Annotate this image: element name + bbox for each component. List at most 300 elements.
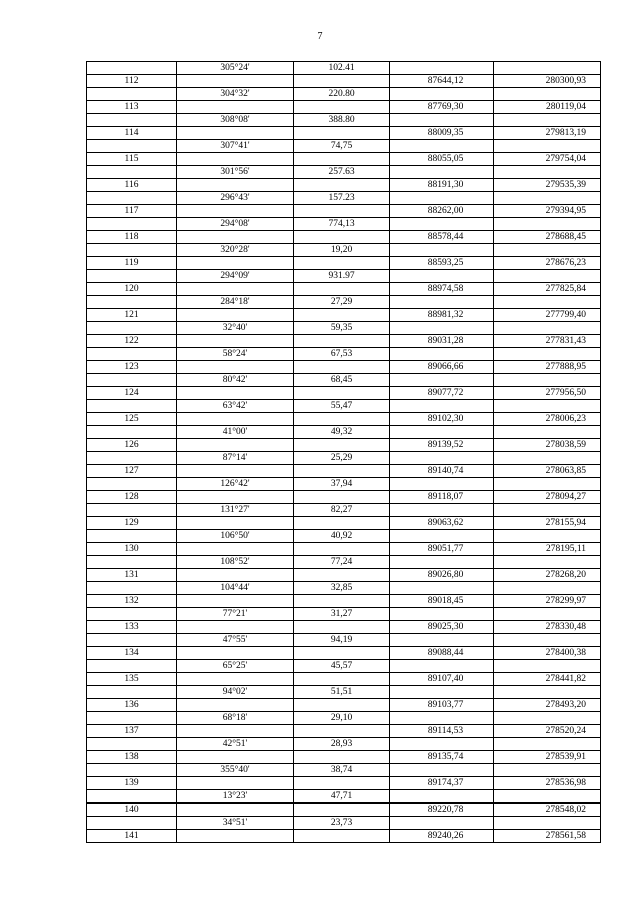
x-coordinate-cell: 89174,37 <box>390 777 494 790</box>
empty-cell <box>390 790 494 804</box>
point-number-cell: 128 <box>87 491 177 504</box>
point-row <box>87 335 601 348</box>
empty-cell <box>390 452 494 465</box>
empty-cell <box>177 439 294 452</box>
point-row <box>87 595 601 608</box>
point-number-cell: 119 <box>87 257 177 270</box>
point-number-cell: 138 <box>87 751 177 764</box>
segment-row <box>87 426 601 439</box>
direction-angle-cell: 304°32' <box>177 88 294 101</box>
empty-cell <box>390 400 494 413</box>
empty-cell <box>294 75 390 88</box>
x-coordinate-cell: 87769,30 <box>390 101 494 114</box>
empty-cell <box>390 88 494 101</box>
point-number-cell: 134 <box>87 647 177 660</box>
empty-cell <box>87 140 177 153</box>
point-number-cell: 132 <box>87 595 177 608</box>
empty-cell <box>494 738 601 751</box>
y-coordinate-cell: 278493,20 <box>494 699 601 712</box>
point-row <box>87 153 601 166</box>
y-coordinate-cell: 278299,97 <box>494 595 601 608</box>
y-coordinate-cell: 278536,98 <box>494 777 601 790</box>
x-coordinate-cell: 89139,52 <box>390 439 494 452</box>
empty-cell <box>390 634 494 647</box>
segment-row <box>87 88 601 101</box>
point-row <box>87 777 601 790</box>
empty-cell <box>177 777 294 790</box>
point-row <box>87 413 601 426</box>
x-coordinate-cell: 89220,78 <box>390 803 494 817</box>
length-cell: 47,71 <box>294 790 390 804</box>
point-number-cell: 139 <box>87 777 177 790</box>
point-number-cell: 125 <box>87 413 177 426</box>
direction-angle-cell: 42°51' <box>177 738 294 751</box>
empty-cell <box>494 322 601 335</box>
point-number-cell: 137 <box>87 725 177 738</box>
empty-cell <box>177 517 294 530</box>
segment-row <box>87 764 601 777</box>
y-coordinate-cell: 278268,20 <box>494 569 601 582</box>
y-coordinate-cell: 278561,58 <box>494 830 601 843</box>
empty-cell <box>294 257 390 270</box>
empty-cell <box>294 803 390 817</box>
empty-cell <box>390 817 494 830</box>
empty-cell <box>87 764 177 777</box>
y-coordinate-cell: 278038,59 <box>494 439 601 452</box>
length-cell: 257.63 <box>294 166 390 179</box>
length-cell: 59,35 <box>294 322 390 335</box>
empty-cell <box>177 803 294 817</box>
y-coordinate-cell: 280119,04 <box>494 101 601 114</box>
empty-cell <box>494 140 601 153</box>
y-coordinate-cell: 278006,23 <box>494 413 601 426</box>
segment-row <box>87 790 601 804</box>
empty-cell <box>494 114 601 127</box>
empty-cell <box>294 127 390 140</box>
empty-cell <box>390 426 494 439</box>
length-cell: 102.41 <box>294 62 390 75</box>
length-cell: 157.23 <box>294 192 390 205</box>
point-row <box>87 673 601 686</box>
empty-cell <box>494 452 601 465</box>
direction-angle-cell: 34°51' <box>177 817 294 830</box>
point-number-cell: 130 <box>87 543 177 556</box>
point-row <box>87 751 601 764</box>
y-coordinate-cell: 278195,11 <box>494 543 601 556</box>
length-cell: 82,27 <box>294 504 390 517</box>
segment-row <box>87 270 601 283</box>
empty-cell <box>494 764 601 777</box>
direction-angle-cell: 63°42' <box>177 400 294 413</box>
y-coordinate-cell: 279813,19 <box>494 127 601 140</box>
direction-angle-cell: 294°08' <box>177 218 294 231</box>
y-coordinate-cell: 278330,48 <box>494 621 601 634</box>
empty-cell <box>494 660 601 673</box>
empty-cell <box>87 686 177 699</box>
empty-cell <box>294 153 390 166</box>
point-number-cell: 115 <box>87 153 177 166</box>
direction-angle-cell: 80°42' <box>177 374 294 387</box>
point-number-cell: 121 <box>87 309 177 322</box>
empty-cell <box>390 764 494 777</box>
point-number-cell: 114 <box>87 127 177 140</box>
empty-cell <box>87 62 177 75</box>
point-row <box>87 543 601 556</box>
x-coordinate-cell: 89066,66 <box>390 361 494 374</box>
empty-cell <box>87 504 177 517</box>
segment-row <box>87 712 601 725</box>
length-cell: 51,51 <box>294 686 390 699</box>
x-coordinate-cell: 88262,00 <box>390 205 494 218</box>
y-coordinate-cell: 277825,84 <box>494 283 601 296</box>
page-number: 7 <box>317 31 323 42</box>
segment-row <box>87 322 601 335</box>
length-cell: 931.97 <box>294 270 390 283</box>
direction-angle-cell: 108°52' <box>177 556 294 569</box>
empty-cell <box>177 465 294 478</box>
direction-angle-cell: 13°23' <box>177 790 294 804</box>
point-row <box>87 309 601 322</box>
point-row <box>87 257 601 270</box>
empty-cell <box>294 439 390 452</box>
x-coordinate-cell: 89063,62 <box>390 517 494 530</box>
length-cell: 28,93 <box>294 738 390 751</box>
empty-cell <box>494 686 601 699</box>
x-coordinate-cell: 88981,32 <box>390 309 494 322</box>
length-cell: 774,13 <box>294 218 390 231</box>
y-coordinate-cell: 277956,50 <box>494 387 601 400</box>
direction-angle-cell: 284°18' <box>177 296 294 309</box>
x-coordinate-cell: 89103,77 <box>390 699 494 712</box>
coordinates-table <box>86 61 601 843</box>
point-number-cell: 127 <box>87 465 177 478</box>
empty-cell <box>390 530 494 543</box>
empty-cell <box>294 595 390 608</box>
empty-cell <box>177 387 294 400</box>
point-number-cell: 123 <box>87 361 177 374</box>
empty-cell <box>294 283 390 296</box>
empty-cell <box>494 582 601 595</box>
empty-cell <box>494 556 601 569</box>
empty-cell <box>294 673 390 686</box>
point-number-cell: 140 <box>87 803 177 817</box>
empty-cell <box>177 127 294 140</box>
empty-cell <box>494 817 601 830</box>
empty-cell <box>294 335 390 348</box>
coordinates-table-body <box>87 62 601 843</box>
empty-cell <box>294 179 390 192</box>
point-row <box>87 699 601 712</box>
empty-cell <box>494 192 601 205</box>
empty-cell <box>87 817 177 830</box>
segment-row <box>87 582 601 595</box>
point-row <box>87 439 601 452</box>
empty-cell <box>87 582 177 595</box>
empty-cell <box>87 114 177 127</box>
segment-row <box>87 660 601 673</box>
x-coordinate-cell: 88055,05 <box>390 153 494 166</box>
empty-cell <box>294 491 390 504</box>
x-coordinate-cell: 88593,25 <box>390 257 494 270</box>
y-coordinate-cell: 278400,38 <box>494 647 601 660</box>
empty-cell <box>87 374 177 387</box>
point-number-cell: 133 <box>87 621 177 634</box>
point-row <box>87 387 601 400</box>
x-coordinate-cell: 89114,53 <box>390 725 494 738</box>
empty-cell <box>87 296 177 309</box>
length-cell: 45,57 <box>294 660 390 673</box>
empty-cell <box>294 413 390 426</box>
empty-cell <box>494 166 601 179</box>
empty-cell <box>87 166 177 179</box>
empty-cell <box>87 634 177 647</box>
x-coordinate-cell: 89118,07 <box>390 491 494 504</box>
empty-cell <box>87 712 177 725</box>
empty-cell <box>87 192 177 205</box>
empty-cell <box>390 660 494 673</box>
point-row <box>87 231 601 244</box>
y-coordinate-cell: 279754,04 <box>494 153 601 166</box>
empty-cell <box>494 634 601 647</box>
point-row <box>87 465 601 478</box>
direction-angle-cell: 126°42' <box>177 478 294 491</box>
length-cell: 40,92 <box>294 530 390 543</box>
point-row <box>87 283 601 296</box>
direction-angle-cell: 77°21' <box>177 608 294 621</box>
y-coordinate-cell: 277831,43 <box>494 335 601 348</box>
empty-cell <box>390 192 494 205</box>
direction-angle-cell: 47°55' <box>177 634 294 647</box>
point-number-cell: 117 <box>87 205 177 218</box>
segment-row <box>87 244 601 257</box>
empty-cell <box>390 114 494 127</box>
empty-cell <box>294 517 390 530</box>
empty-cell <box>494 530 601 543</box>
empty-cell <box>294 647 390 660</box>
y-coordinate-cell: 278688,45 <box>494 231 601 244</box>
direction-angle-cell: 131°27' <box>177 504 294 517</box>
point-number-cell: 129 <box>87 517 177 530</box>
point-row <box>87 127 601 140</box>
empty-cell <box>390 270 494 283</box>
x-coordinate-cell: 89077,72 <box>390 387 494 400</box>
empty-cell <box>177 673 294 686</box>
empty-cell <box>294 231 390 244</box>
empty-cell <box>390 218 494 231</box>
length-cell: 77,24 <box>294 556 390 569</box>
direction-angle-cell: 65°25' <box>177 660 294 673</box>
x-coordinate-cell: 89031,28 <box>390 335 494 348</box>
empty-cell <box>294 361 390 374</box>
direction-angle-cell: 305°24' <box>177 62 294 75</box>
segment-row <box>87 218 601 231</box>
empty-cell <box>87 556 177 569</box>
empty-cell <box>87 88 177 101</box>
empty-cell <box>294 751 390 764</box>
point-row <box>87 647 601 660</box>
segment-row <box>87 192 601 205</box>
empty-cell <box>177 569 294 582</box>
empty-cell <box>494 426 601 439</box>
length-cell: 31,27 <box>294 608 390 621</box>
direction-angle-cell: 307°41' <box>177 140 294 153</box>
direction-angle-cell: 87°14' <box>177 452 294 465</box>
segment-row <box>87 686 601 699</box>
segment-row <box>87 608 601 621</box>
length-cell: 37,94 <box>294 478 390 491</box>
segment-row <box>87 296 601 309</box>
empty-cell <box>390 374 494 387</box>
empty-cell <box>390 712 494 725</box>
x-coordinate-cell: 89026,80 <box>390 569 494 582</box>
segment-row <box>87 452 601 465</box>
y-coordinate-cell: 279394,95 <box>494 205 601 218</box>
empty-cell <box>494 270 601 283</box>
segment-row <box>87 556 601 569</box>
empty-cell <box>177 179 294 192</box>
y-coordinate-cell: 278063,85 <box>494 465 601 478</box>
point-row <box>87 830 601 843</box>
empty-cell <box>177 257 294 270</box>
empty-cell <box>177 699 294 712</box>
empty-cell <box>494 244 601 257</box>
point-number-cell: 122 <box>87 335 177 348</box>
empty-cell <box>294 777 390 790</box>
segment-row <box>87 62 601 75</box>
point-number-cell: 113 <box>87 101 177 114</box>
empty-cell <box>494 712 601 725</box>
x-coordinate-cell: 89051,77 <box>390 543 494 556</box>
empty-cell <box>294 387 390 400</box>
empty-cell <box>177 595 294 608</box>
point-number-cell: 141 <box>87 830 177 843</box>
empty-cell <box>390 478 494 491</box>
y-coordinate-cell: 278548,02 <box>494 803 601 817</box>
empty-cell <box>494 296 601 309</box>
empty-cell <box>177 335 294 348</box>
empty-cell <box>294 569 390 582</box>
x-coordinate-cell: 89025,30 <box>390 621 494 634</box>
y-coordinate-cell: 278676,23 <box>494 257 601 270</box>
length-cell: 38,74 <box>294 764 390 777</box>
length-cell: 19,20 <box>294 244 390 257</box>
y-coordinate-cell: 278094,27 <box>494 491 601 504</box>
direction-angle-cell: 294°09' <box>177 270 294 283</box>
empty-cell <box>177 205 294 218</box>
direction-angle-cell: 32°40' <box>177 322 294 335</box>
empty-cell <box>87 452 177 465</box>
empty-cell <box>494 790 601 804</box>
point-row <box>87 621 601 634</box>
length-cell: 27,29 <box>294 296 390 309</box>
empty-cell <box>177 621 294 634</box>
empty-cell <box>87 738 177 751</box>
empty-cell <box>494 504 601 517</box>
y-coordinate-cell: 279535,39 <box>494 179 601 192</box>
length-cell: 55,47 <box>294 400 390 413</box>
x-coordinate-cell: 89135,74 <box>390 751 494 764</box>
segment-row <box>87 634 601 647</box>
direction-angle-cell: 106°50' <box>177 530 294 543</box>
length-cell: 49,32 <box>294 426 390 439</box>
y-coordinate-cell: 277799,40 <box>494 309 601 322</box>
direction-angle-cell: 68°18' <box>177 712 294 725</box>
x-coordinate-cell: 89102,30 <box>390 413 494 426</box>
empty-cell <box>390 556 494 569</box>
empty-cell <box>294 205 390 218</box>
length-cell: 68,45 <box>294 374 390 387</box>
y-coordinate-cell: 278520,24 <box>494 725 601 738</box>
y-coordinate-cell: 278155,94 <box>494 517 601 530</box>
empty-cell <box>177 491 294 504</box>
empty-cell <box>494 348 601 361</box>
empty-cell <box>87 218 177 231</box>
point-row <box>87 569 601 582</box>
empty-cell <box>494 218 601 231</box>
length-cell: 220.80 <box>294 88 390 101</box>
segment-row <box>87 348 601 361</box>
empty-cell <box>177 751 294 764</box>
empty-cell <box>390 504 494 517</box>
point-row <box>87 361 601 374</box>
x-coordinate-cell: 88974,58 <box>390 283 494 296</box>
segment-row <box>87 114 601 127</box>
point-number-cell: 135 <box>87 673 177 686</box>
segment-row <box>87 504 601 517</box>
direction-angle-cell: 301°56' <box>177 166 294 179</box>
empty-cell <box>177 75 294 88</box>
empty-cell <box>177 361 294 374</box>
segment-row <box>87 166 601 179</box>
empty-cell <box>177 543 294 556</box>
empty-cell <box>390 322 494 335</box>
x-coordinate-cell: 89088,44 <box>390 647 494 660</box>
empty-cell <box>294 830 390 843</box>
empty-cell <box>87 348 177 361</box>
x-coordinate-cell: 89240,26 <box>390 830 494 843</box>
length-cell: 67,53 <box>294 348 390 361</box>
y-coordinate-cell: 280300,93 <box>494 75 601 88</box>
direction-angle-cell: 41°00' <box>177 426 294 439</box>
direction-angle-cell: 320°28' <box>177 244 294 257</box>
direction-angle-cell: 94°02' <box>177 686 294 699</box>
y-coordinate-cell: 278539,91 <box>494 751 601 764</box>
empty-cell <box>494 62 601 75</box>
empty-cell <box>294 543 390 556</box>
empty-cell <box>177 101 294 114</box>
empty-cell <box>87 426 177 439</box>
point-number-cell: 116 <box>87 179 177 192</box>
empty-cell <box>177 647 294 660</box>
x-coordinate-cell: 89018,45 <box>390 595 494 608</box>
empty-cell <box>494 478 601 491</box>
empty-cell <box>177 283 294 296</box>
point-number-cell: 118 <box>87 231 177 244</box>
direction-angle-cell: 58°24' <box>177 348 294 361</box>
empty-cell <box>390 244 494 257</box>
empty-cell <box>390 686 494 699</box>
empty-cell <box>87 660 177 673</box>
y-coordinate-cell: 277888,95 <box>494 361 601 374</box>
length-cell: 74,75 <box>294 140 390 153</box>
point-number-cell: 124 <box>87 387 177 400</box>
empty-cell <box>390 738 494 751</box>
empty-cell <box>87 530 177 543</box>
empty-cell <box>494 400 601 413</box>
empty-cell <box>177 830 294 843</box>
empty-cell <box>87 608 177 621</box>
empty-cell <box>177 725 294 738</box>
